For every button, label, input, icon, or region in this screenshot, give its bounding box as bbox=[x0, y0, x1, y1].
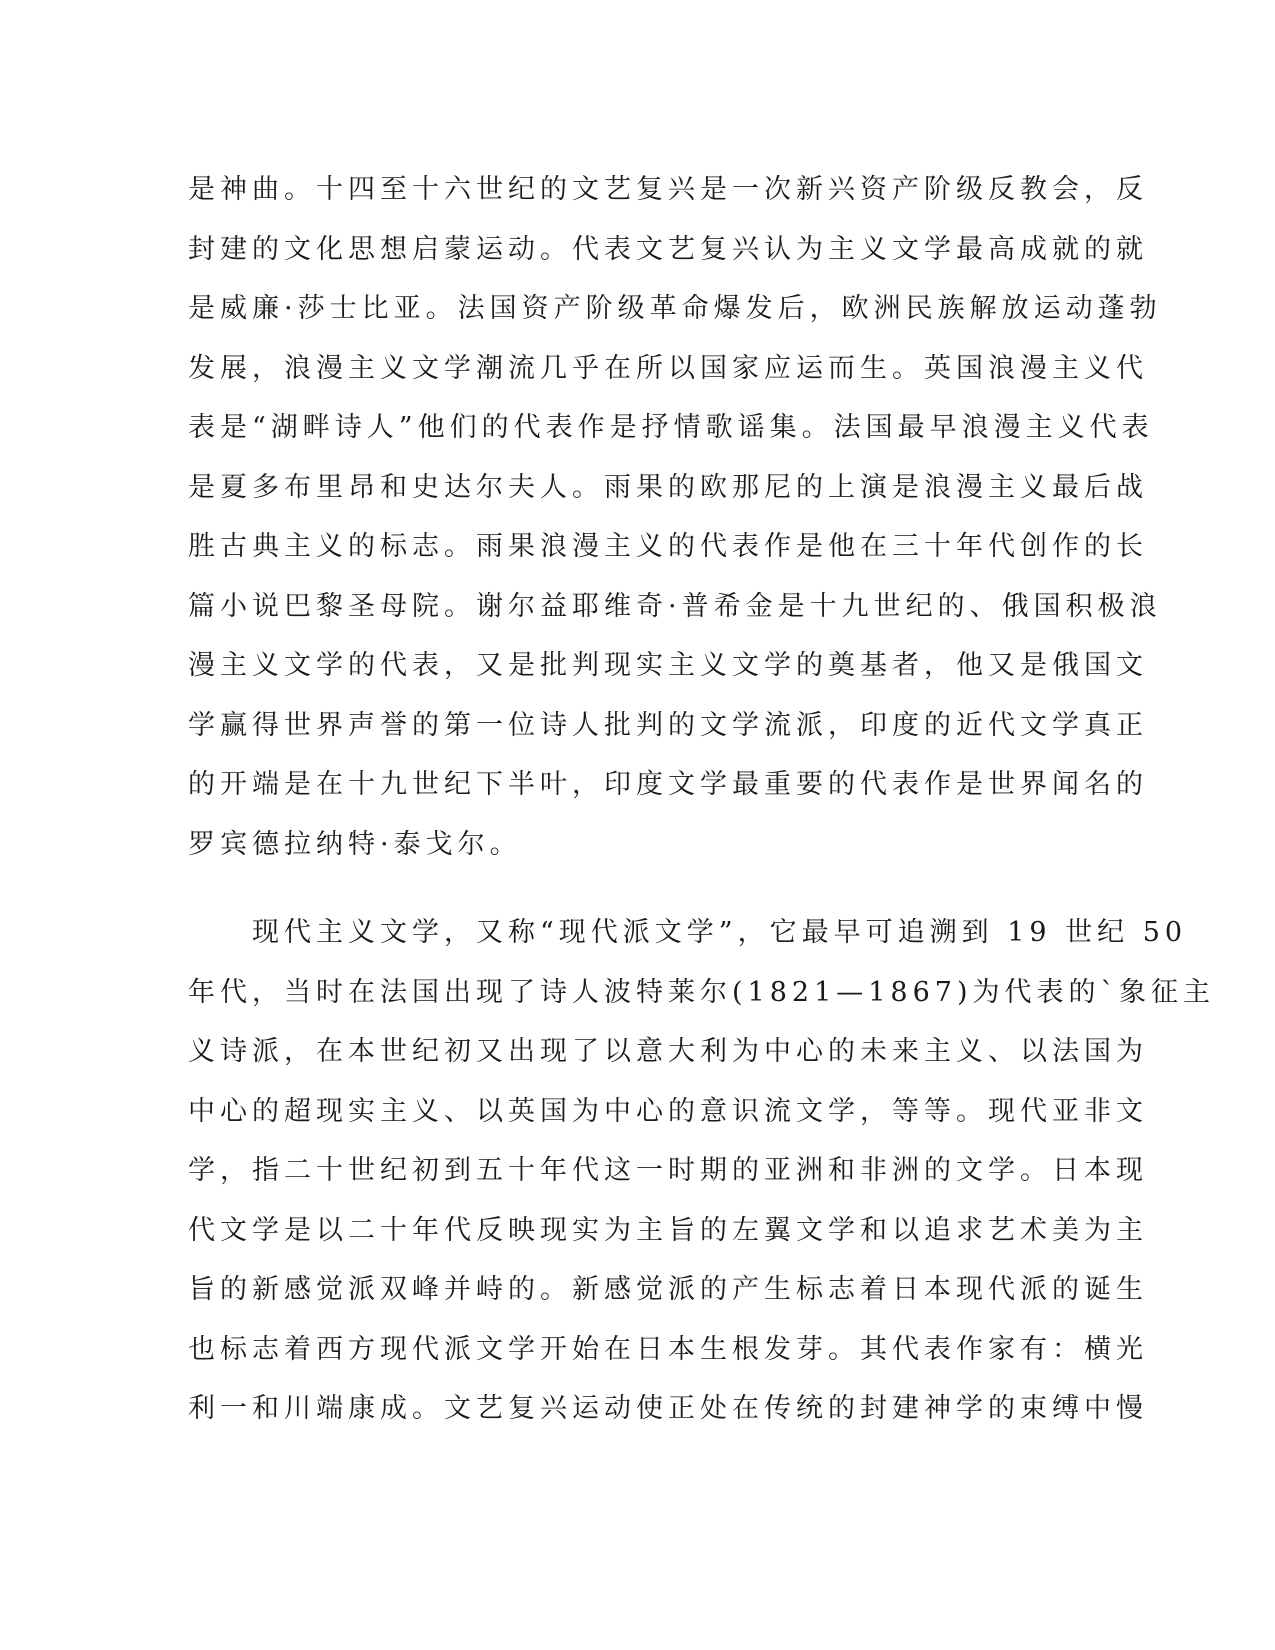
text-line: 是夏多布里昂和史达尔夫人。雨果的欧那尼的上演是浪漫主义最后战 bbox=[188, 471, 1148, 503]
paragraph-1 bbox=[188, 160, 1162, 874]
text-line: 也标志着西方现代派文学开始在日本生根发芽。其代表作家有：横光 bbox=[188, 1333, 1148, 1365]
text-line: 学，指二十世纪初到五十年代这一时期的亚洲和非洲的文学。日本现 bbox=[188, 1155, 1148, 1186]
text-line: 的开端是在十九世纪下半叶，印度文学最重要的代表作是世界闻名的 bbox=[188, 769, 1148, 800]
text-line: 中心的超现实主义、以英国为中心的意识流文学，等等。现代亚非文 bbox=[188, 1095, 1148, 1127]
text-line: 漫主义文学的代表，又是批判现实主义文学的奠基者，他又是俄国文 bbox=[188, 650, 1148, 681]
text-line: 胜古典主义的标志。雨果浪漫主义的代表作是他在三十年代创作的长 bbox=[188, 531, 1148, 562]
text-line: 学赢得世界声誉的第一位诗人批判的文学流派，印度的近代文学真正 bbox=[188, 709, 1148, 741]
text-line: 罗宾德拉纳特·泰戈尔。 bbox=[188, 828, 522, 860]
text-line: 篇小说巴黎圣母院。谢尔益耶维奇·普希金是十九世纪的、俄国积极浪 bbox=[188, 590, 1162, 622]
text-line: 现代主义文学，又称“现代派文学”，它最早可追溯到 19 世纪 50 bbox=[188, 917, 1188, 948]
text-line: 年代，当时在法国出现了诗人波特莱尔(1821—1867)为代表的`象征主 bbox=[188, 976, 1215, 1008]
text-line: 利一和川端康成。文艺复兴运动使正处在传统的封建神学的束缚中慢 bbox=[188, 1393, 1148, 1424]
text-line: 代文学是以二十年代反映现实为主旨的左翼文学和以追求艺术美为主 bbox=[188, 1214, 1148, 1246]
text-line: 发展，浪漫主义文学潮流几乎在所以国家应运而生。英国浪漫主义代 bbox=[188, 352, 1148, 384]
text-line: 是神曲。十四至十六世纪的文艺复兴是一次新兴资产阶级反教会，反 bbox=[188, 174, 1148, 205]
text-line: 义诗派，在本世纪初又出现了以意大利为中心的未来主义、以法国为 bbox=[188, 1036, 1148, 1067]
text-line: 表是“湖畔诗人”他们的代表作是抒情歌谣集。法国最早浪漫主义代表 bbox=[188, 412, 1154, 443]
text-line: 封建的文化思想启蒙运动。代表文艺复兴认为主义文学最高成就的就 bbox=[188, 233, 1148, 265]
paragraph-2 bbox=[188, 903, 1215, 1439]
text-line: 旨的新感觉派双峰并峙的。新感觉派的产生标志着日本现代派的诞生 bbox=[188, 1274, 1148, 1305]
text-line: 是威廉·莎士比亚。法国资产阶级革命爆发后，欧洲民族解放运动蓬勃 bbox=[188, 293, 1162, 324]
